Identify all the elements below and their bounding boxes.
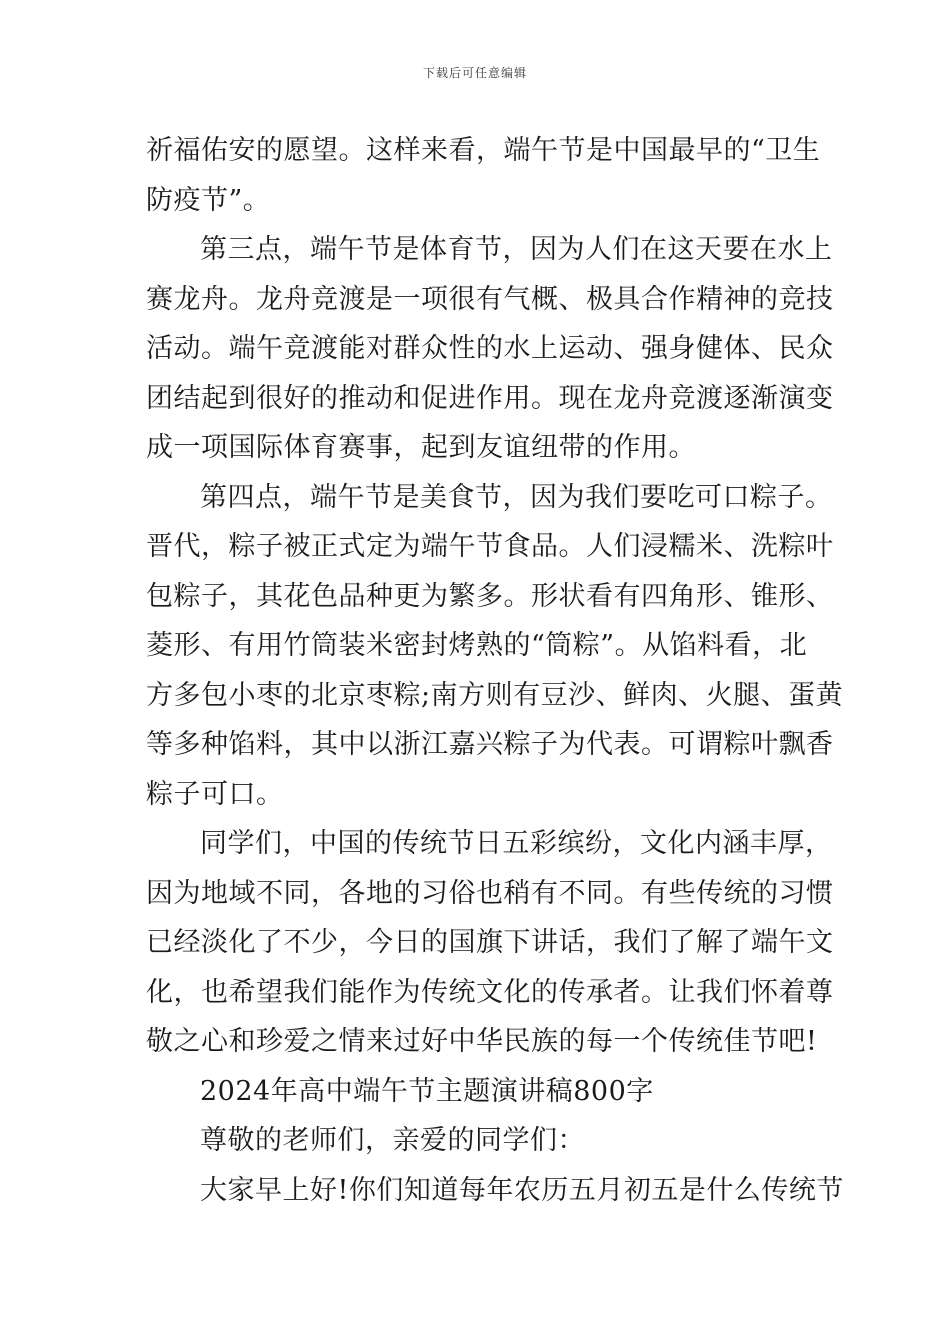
text-line: 活动。端午竞渡能对群众性的水上运动、强身健体、民众 bbox=[146, 333, 834, 364]
section-title: 2024年高中端午节主题演讲稿800字 bbox=[200, 1075, 654, 1107]
text-line: 祈福佑安的愿望。这样来看，端午节是中国最早的“卫生 bbox=[146, 135, 821, 166]
text-line: 成一项国际体育赛事，起到友谊纽带的作用。 bbox=[146, 432, 696, 463]
text-line: 赛龙舟。龙舟竞渡是一项很有气概、极具合作精神的竞技 bbox=[146, 283, 834, 315]
text-line: 敬之心和珍爱之情来过好中华民族的每一个传统佳节吧! bbox=[146, 1026, 818, 1057]
text-line: 防疫节”。 bbox=[146, 184, 271, 216]
text-line: 等多种馅料，其中以浙江嘉兴粽子为代表。可谓粽叶飘香 bbox=[146, 729, 834, 760]
document-body bbox=[146, 126, 844, 1215]
text-line: 化，也希望我们能作为传统文化的传承者。让我们怀着尊 bbox=[146, 976, 834, 1008]
header-note: 下载后可任意编辑 bbox=[422, 66, 527, 80]
salutation: 尊敬的老师们，亲爱的同学们： bbox=[200, 1125, 585, 1156]
text-line: 已经淡化了不少，今日的国旗下讲话，我们了解了端午文 bbox=[146, 927, 834, 958]
text-line: 包粽子，其花色品种更为繁多。形状看有四角形、锥形、 bbox=[146, 580, 834, 612]
text-line: 粽子可口。 bbox=[146, 778, 284, 810]
text-line: 菱形、有用竹筒装米密封烤熟的“筒粽”。从馅料看，北 bbox=[146, 630, 808, 661]
paragraph-start: 第三点，端午节是体育节，因为人们在这天要在水上 bbox=[200, 234, 833, 265]
text-line: 因为地域不同，各地的习俗也稍有不同。有些传统的习惯 bbox=[146, 877, 834, 909]
text-line: 方多包小枣的北京枣粽;南方则有豆沙、鲜肉、火腿、蛋黄 bbox=[146, 679, 844, 711]
paragraph-start: 第四点，端午节是美食节，因为我们要吃可口粽子。 bbox=[200, 481, 833, 513]
paragraph-start: 同学们，中国的传统节日五彩缤纷，文化内涵丰厚， bbox=[200, 828, 833, 859]
text-line: 晋代，粽子被正式定为端午节食品。人们浸糯米、洗粽叶 bbox=[146, 531, 834, 562]
text-line: 团结起到很好的推动和促进作用。现在龙舟竞渡逐渐演变 bbox=[146, 382, 834, 414]
paragraph-start: 大家早上好!你们知道每年农历五月初五是什么传统节 bbox=[200, 1174, 844, 1206]
